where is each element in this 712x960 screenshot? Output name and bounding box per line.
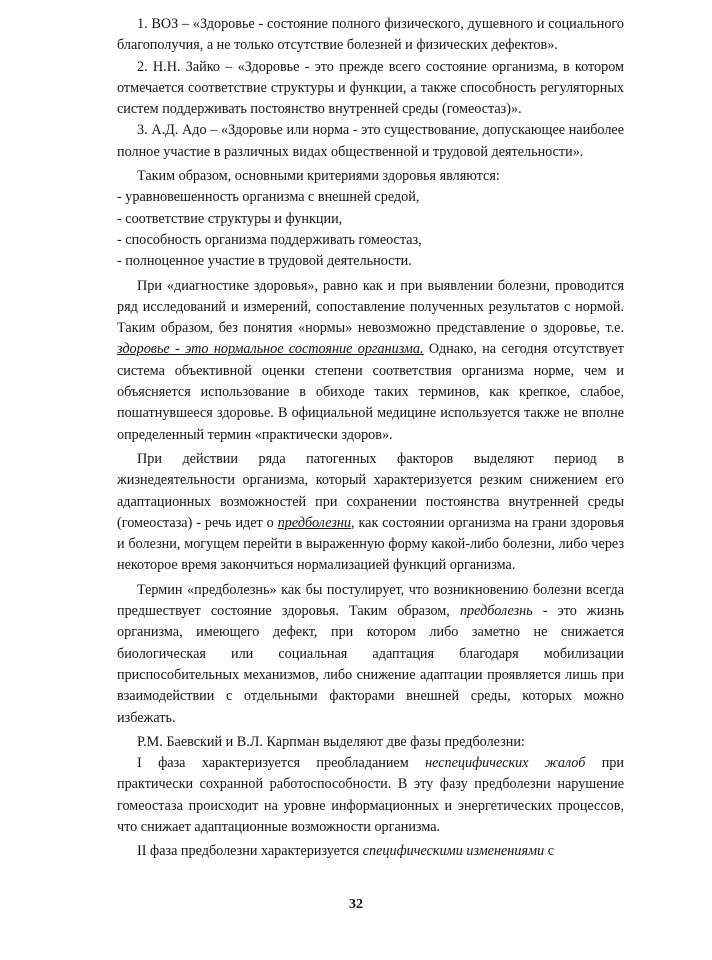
text-run: Термин «предболезнь» как бы постулирует, что возникновению болезни всегда предшествует состояние здоровья. Таким образом,	[117, 581, 624, 620]
text-run: При «диагностике здоровья», равно как и при выявлении болезни, проводится ряд исследований и измерений, сопоставление полученных результатов с нормой. Таким образом, без понятия «нормы» невозможно представление о здоровье, т.е.	[117, 277, 624, 337]
emphasis-specific-changes: специфическими изменениями	[362, 843, 545, 860]
definition-zaiko: 2. Н.Н. Зайко – «Здоровье - это прежде всего состояние организма, в котором отмечается соответствие структуры и функции, а также способность регуляторных систем поддерживать постоянство внутренней среды (гомеостаз)».	[117, 58, 624, 118]
emphasis-predisease: предболезни	[277, 514, 352, 531]
paragraph-term	[117, 580, 624, 729]
definition-ado: 3. А.Д. Адо – «Здоровье или норма - это существование, допускающее наиболее полное участие в различных видах общественной и трудовой деятельности».	[117, 122, 624, 160]
text-run: - это жизнь организма, имеющего дефект, при котором либо заметно не снижается биологическая или социальная адаптация благодаря мобилизации приспособительных механизмов, либо снижение адаптации проявляется лишь при взаимодействии с отдельными факторами внешней среды, которых можно избежать.	[117, 603, 624, 726]
text-run: Однако, на сегодня отсутствует система объективной оценки степени соответствия организма норме, чем и объясняется использование в обиходе таких терминов, как крепкое, слабое, пошатнувшееся здоровье. В официальной медицине используется также не вполне определенный термин «практически здоров».	[117, 341, 624, 443]
emphasis-health-definition: здоровье - это нормальное состояние организма.	[117, 341, 424, 358]
paragraph-diagnostics	[117, 276, 624, 446]
text-run: , как состоянии организма на грани здоровья и болезни, могущем перейти в выраженную форму какой-либо болезни, либо через некоторое время закончиться нормализацией функций организма.	[117, 514, 624, 574]
document-page	[117, 14, 624, 863]
page-number: 32	[349, 897, 363, 912]
emphasis-nonspecific-complaints: неспецифических жалоб	[425, 755, 586, 772]
criteria-intro: Таким образом, основными критериями здоровья являются:	[137, 168, 500, 185]
text-run: При действии ряда патогенных факторов выделяют период в жизнедеятельности организма, который характеризуется резким снижением его адаптационных возможностей при сохранении постоянства внутренней среды (гомеостаза) - речь идет о	[117, 450, 624, 531]
paragraph-predisease	[117, 449, 624, 577]
text-run: II фаза предболезни характеризуется	[137, 843, 363, 860]
paragraph-phase-1	[117, 753, 624, 838]
emphasis-predisease-term: предболезнь	[459, 603, 533, 620]
paragraph-phase-2	[117, 841, 624, 862]
definition-who: 1. ВОЗ – «Здоровье - состояние полного физического, душевного и социального благополучия, а не только отсутствие болезней и физических дефектов».	[117, 16, 624, 54]
criteria-item: - соответствие структуры и функции,	[117, 210, 343, 227]
text-run: I фаза характеризуется преобладанием	[137, 755, 426, 772]
criteria-item: - способность организма поддерживать гомеостаз,	[117, 231, 422, 248]
text-run: при практически сохранной работоспособности. В эту фазу предболезни нарушение гомеостаза происходит на уровне информационных и энергетических процессов, что снижает адаптационные возможности организма.	[117, 755, 624, 835]
text-run: с	[544, 843, 555, 860]
criteria-item: - уравновешенность организма с внешней средой,	[117, 189, 420, 206]
phases-intro: Р.М. Баевский и В.Л. Карпман выделяют две фазы предболезни:	[137, 733, 525, 750]
criteria-item: - полноценное участие в трудовой деятельности.	[117, 253, 412, 270]
